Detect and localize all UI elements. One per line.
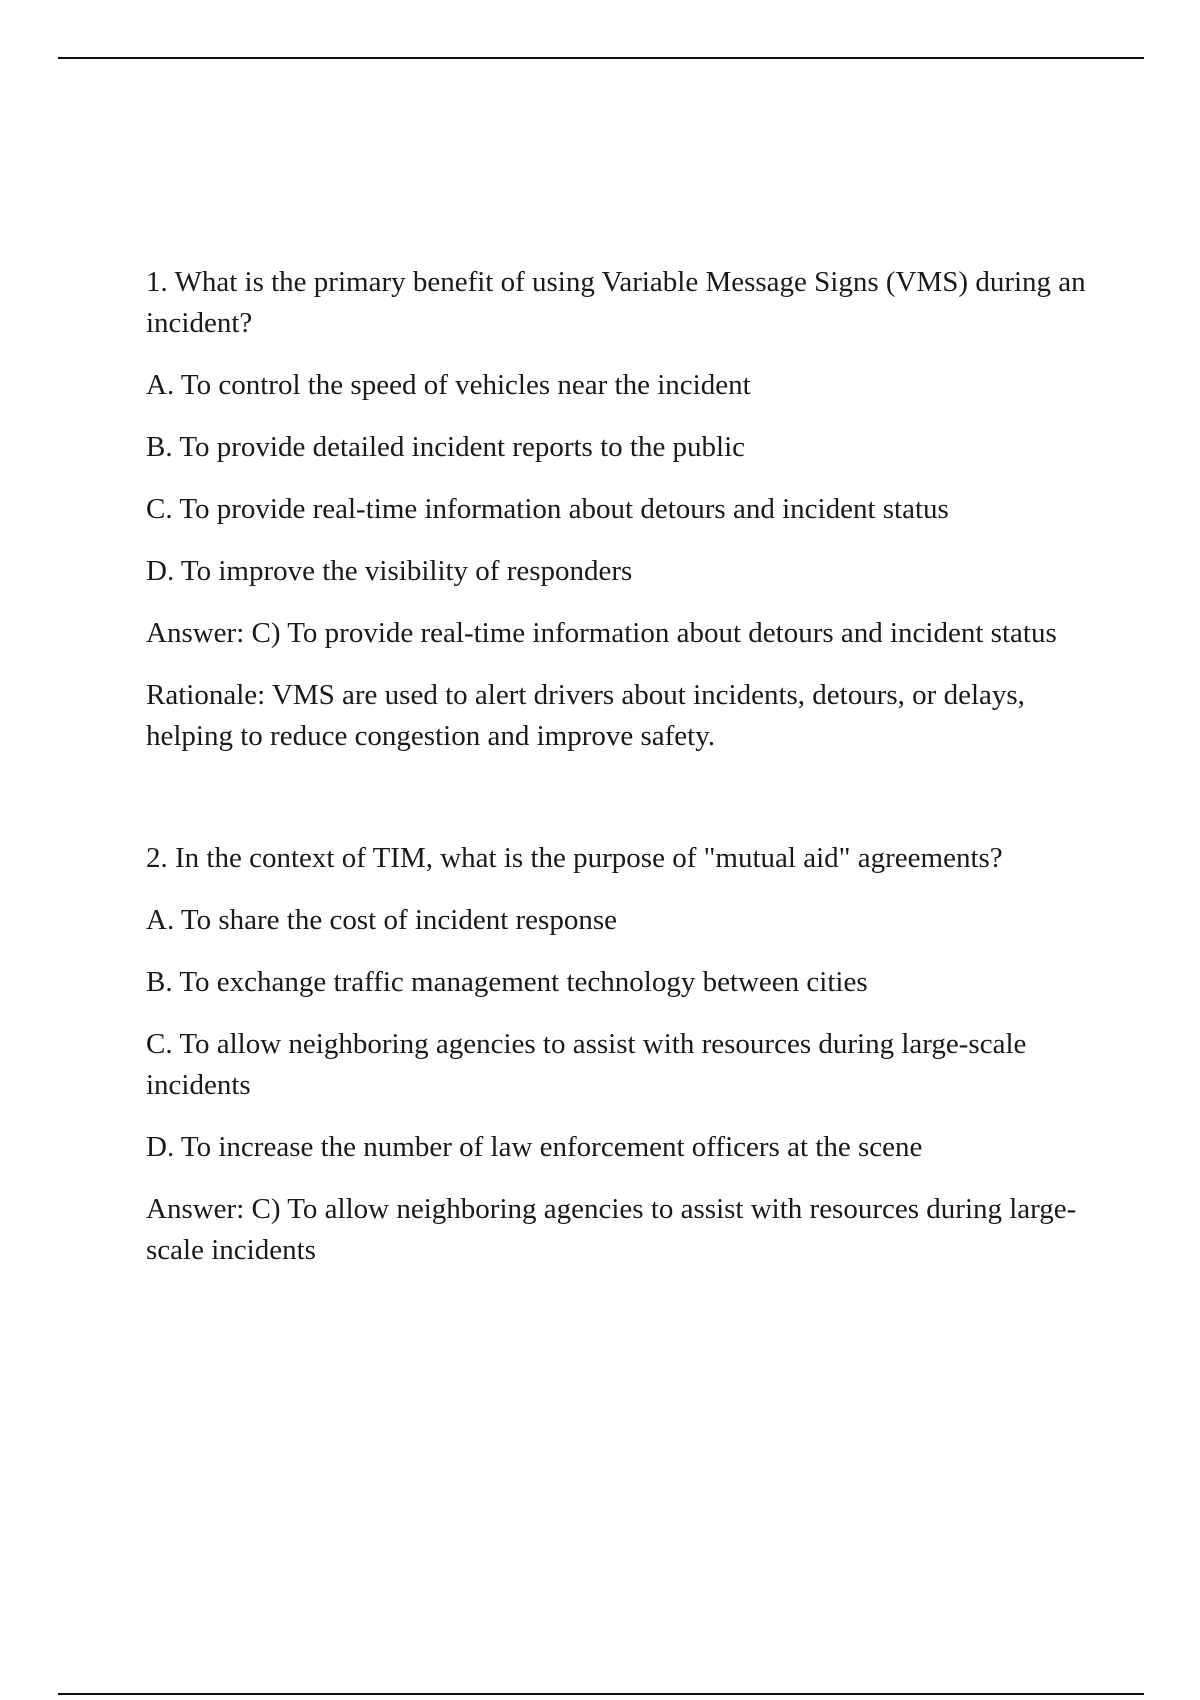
option-a: A. To control the speed of vehicles near the incident [146,369,751,401]
question-text: 2. In the context of TIM, what is the purpose of "mutual aid" agreements? [146,842,1003,874]
option-d: D. To improve the visibility of responders [146,555,633,587]
document-body [146,262,1106,1271]
option-d: D. To increase the number of law enforcement officers at the scene [146,1131,923,1163]
option-b: B. To provide detailed incident reports to the public [146,431,746,463]
question-block-1 [146,262,1106,757]
answer-text: Answer: C) To provide real-time information about detours and incident status [146,617,1057,649]
header-rule [58,57,1144,59]
option-c: C. To allow neighboring agencies to assist with resources during large-scale incidents [146,1028,1027,1101]
question-block-2 [146,838,1106,1271]
option-a: A. To share the cost of incident response [146,904,617,936]
answer-text: Answer: C) To allow neighboring agencies to assist with resources during large-scale incidents [146,1193,1077,1266]
rationale-text: Rationale: VMS are used to alert drivers about incidents, detours, or delays, helping to reduce congestion and improve safety. [146,679,1025,752]
question-text: 1. What is the primary benefit of using Variable Message Signs (VMS) during an incident? [146,266,1086,339]
option-b: B. To exchange traffic management technology between cities [146,966,868,998]
footer-rule [58,1693,1144,1695]
option-c: C. To provide real-time information about detours and incident status [146,493,949,525]
